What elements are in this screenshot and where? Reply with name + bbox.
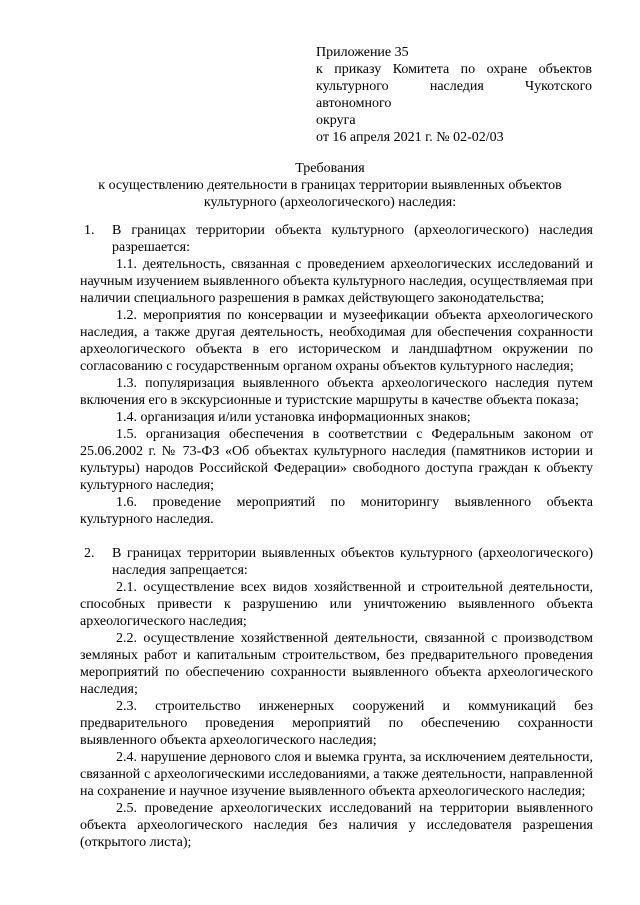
section-1-item-5: 1.5. организация обеспечения в соответствии с Федеральным законом от 25.06.2002 г. № 73-ФЗ «Об объектах культурного наследия (памятников истории и культуры) народов Российской Федерации» свободного доступа граждан к объекту культурного наследия; (80, 427, 593, 493)
section-2-heading (80, 545, 593, 579)
title-line-2: к осуществлению деятельности в границах территории выявленных объектов (98, 178, 562, 193)
title-line-1: Требования (295, 161, 365, 176)
section-2-item-2: 2.2. осуществление хозяйственной деятельности, связанной с производством земляных работ и капитальным строительством, без предварительного проведения мероприятий по обеспечению сохранности выявленного объекта археологического наследия; (80, 631, 593, 697)
section-1-item-4: 1.4. организация и/или установка информационных знаков; (116, 410, 471, 425)
section-2-item-4: 2.4. нарушение дернового слоя и выемка грунта, за исключением деятельности, связанной с археологическими исследованиями, а также деятельности, направленной на сохранение и научное изучение выявленного объекта археологического наследия; (80, 750, 593, 799)
section-2-item-5: 2.5. проведение археологических исследований на территории выявленного объекта археологического наследия без наличия у исследователя разрешения (открытого листа); (80, 801, 593, 850)
section-1-number: 1. (84, 223, 95, 238)
section-2-item-3: 2.3. строительство инженерных сооружений и коммуникаций без предварительного проведения мероприятий по обеспечению сохранности выявленного объекта археологического наследия; (80, 699, 593, 748)
section-1-item-2: 1.2. мероприятия по консервации и музеефикации объекта археологического наследия, а также другая деятельность, необходимая для обеспечения сохранности археологического объекта в его историческом и ландшафтном окружении по согласованию с государственным органом охраны объектов культурного наследия; (80, 308, 593, 374)
section-1-heading-text: В границах территории объекта культурного (археологического) наследия разрешается: (112, 223, 593, 255)
appendix-date-line: от 16 апреля 2021 г. № 02-02/03 (316, 130, 504, 145)
document-title (60, 160, 600, 211)
section-1-item-6: 1.6. проведение мероприятий по мониторингу выявленного объекта культурного наследия. (80, 495, 593, 527)
appendix-number: Приложение 35 (316, 45, 409, 60)
document-body (80, 222, 593, 851)
appendix-region-line: округа (316, 113, 356, 128)
appendix-committee-line: культурного наследия Чукотского автономного (316, 79, 592, 111)
section-1-heading (80, 222, 593, 256)
section-1-item-3: 1.3. популяризация выявленного объекта археологического наследия путем включения его в экскурсионные и туристские маршруты в качестве объекта показа; (80, 376, 593, 408)
section-2-item-1: 2.1. осуществление всех видов хозяйственной и строительной деятельности, способных привести к разрушению или уничтожению выявленного объекта археологического наследия; (80, 580, 593, 629)
appendix-order-line: к приказу Комитета по охране объектов (316, 62, 592, 77)
title-line-3: культурного (археологического) наследия: (203, 195, 457, 210)
section-1-item-1: 1.1. деятельность, связанная с проведением археологических исследований и научным изучением выявленного объекта культурного наследия, осуществляемая при наличии специального разрешения в рамках действующего законодательства; (80, 257, 593, 306)
section-spacer (80, 528, 593, 545)
section-2-number: 2. (84, 546, 95, 561)
section-2-heading-text: В границах территории выявленных объектов культурного (археологического) наследия запрещается: (112, 546, 593, 578)
appendix-block (316, 44, 592, 146)
